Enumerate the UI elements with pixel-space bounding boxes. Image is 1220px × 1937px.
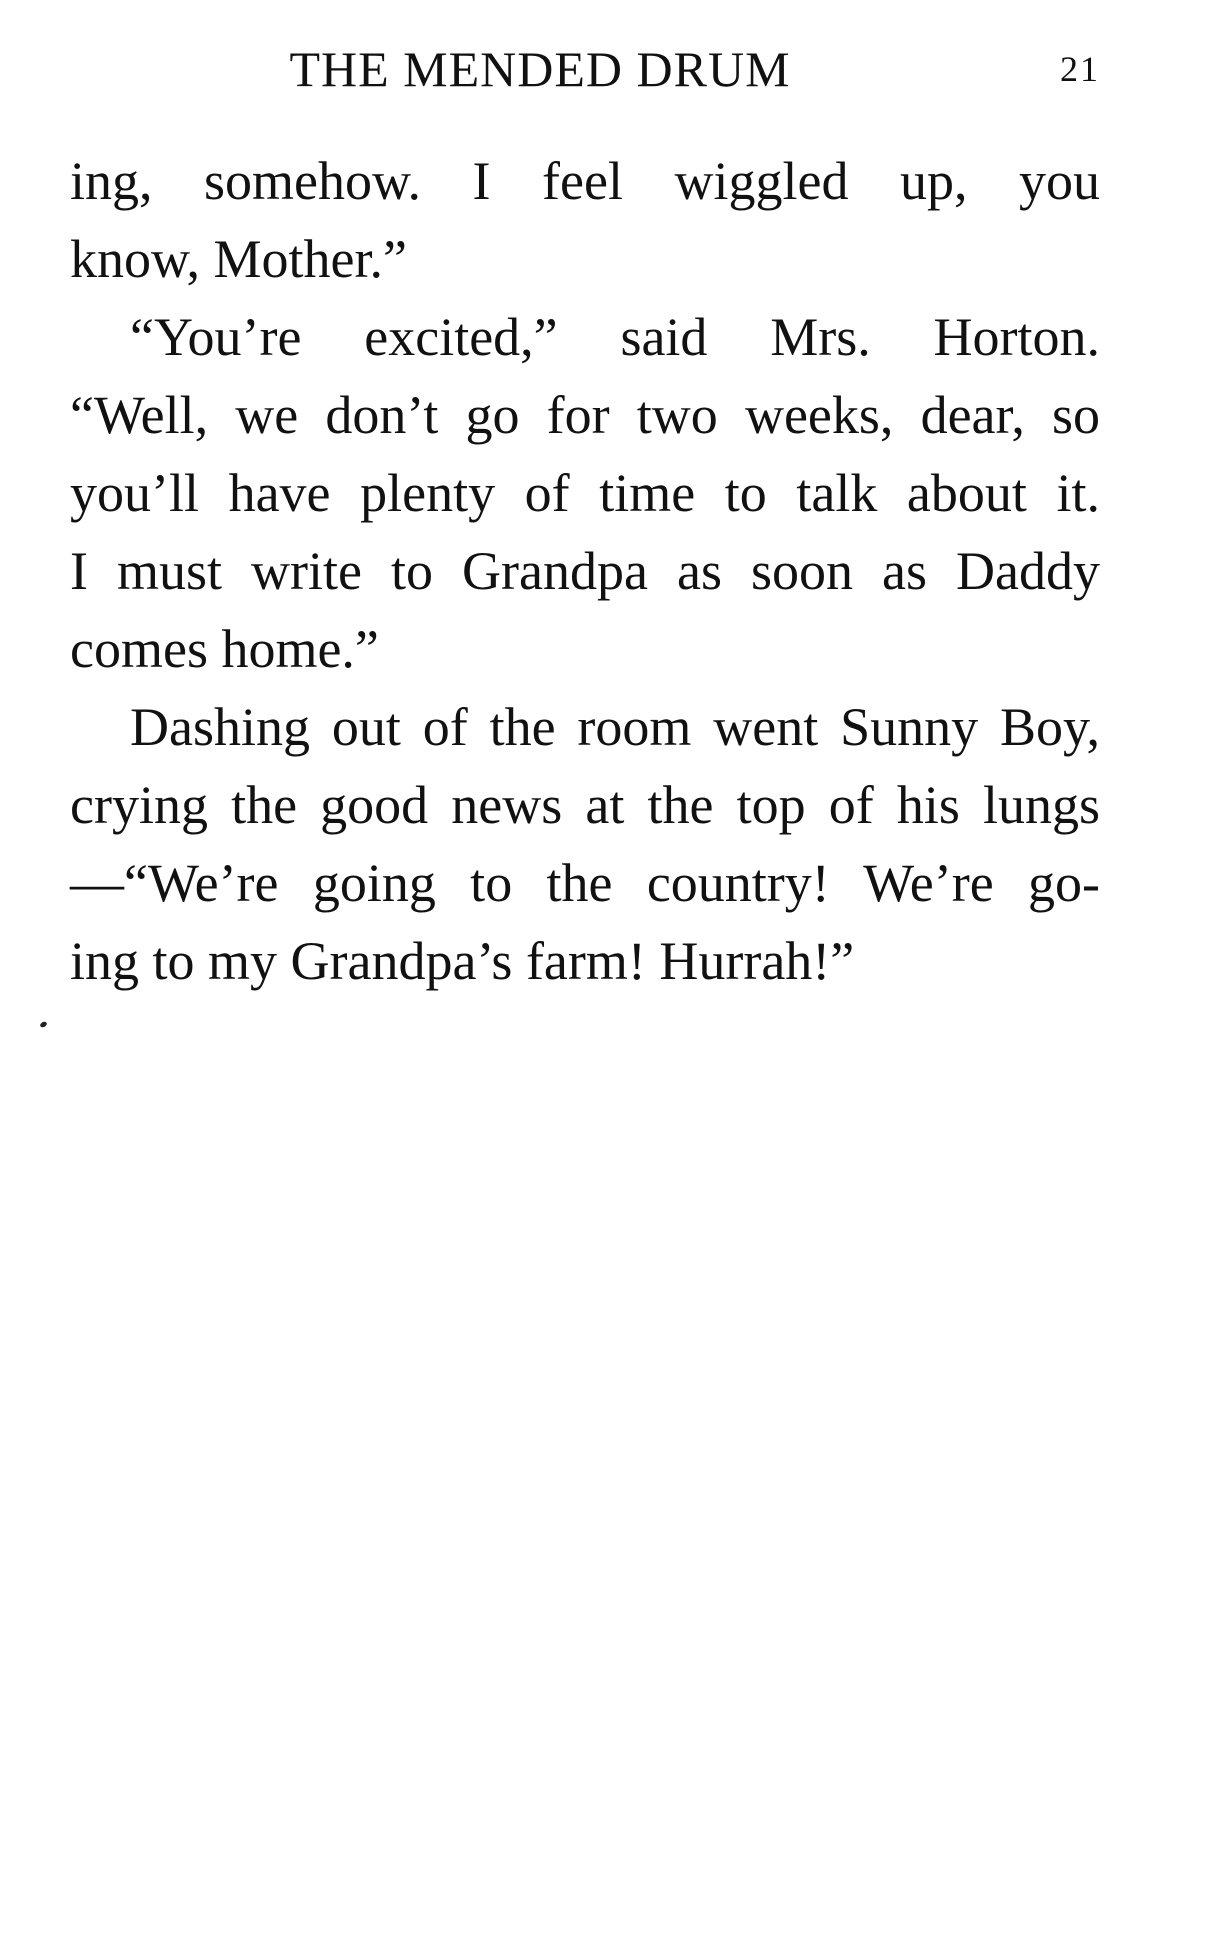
text-line: —“We’re going to the country! We’re go- <box>70 853 1100 913</box>
page-number: 21 <box>1060 49 1100 89</box>
text-line: crying the good news at the top of his lungs <box>70 775 1100 835</box>
text-line: comes home.” <box>70 619 379 679</box>
chapter-title: THE MENDED DRUM <box>289 41 791 97</box>
ink-speck <box>39 1021 48 1029</box>
running-head <box>70 40 1100 100</box>
text-line: know, Mother.” <box>70 229 407 289</box>
body-text <box>70 142 1100 1000</box>
text-line: Dashing out of the room went Sunny Boy, <box>130 697 1100 757</box>
text-line: “Well, we don’t go for two weeks, dear, so <box>70 385 1100 445</box>
text-line: ing to my Grandpa’s farm! Hurrah!” <box>70 931 855 991</box>
text-line: “You’re excited,” said Mrs. Horton. <box>130 307 1100 367</box>
text-line: you’ll have plenty of time to talk about it. <box>70 463 1100 523</box>
text-line: ing, somehow. I feel wiggled up, you <box>70 151 1100 211</box>
text-line: I must write to Grandpa as soon as Daddy <box>70 541 1100 601</box>
